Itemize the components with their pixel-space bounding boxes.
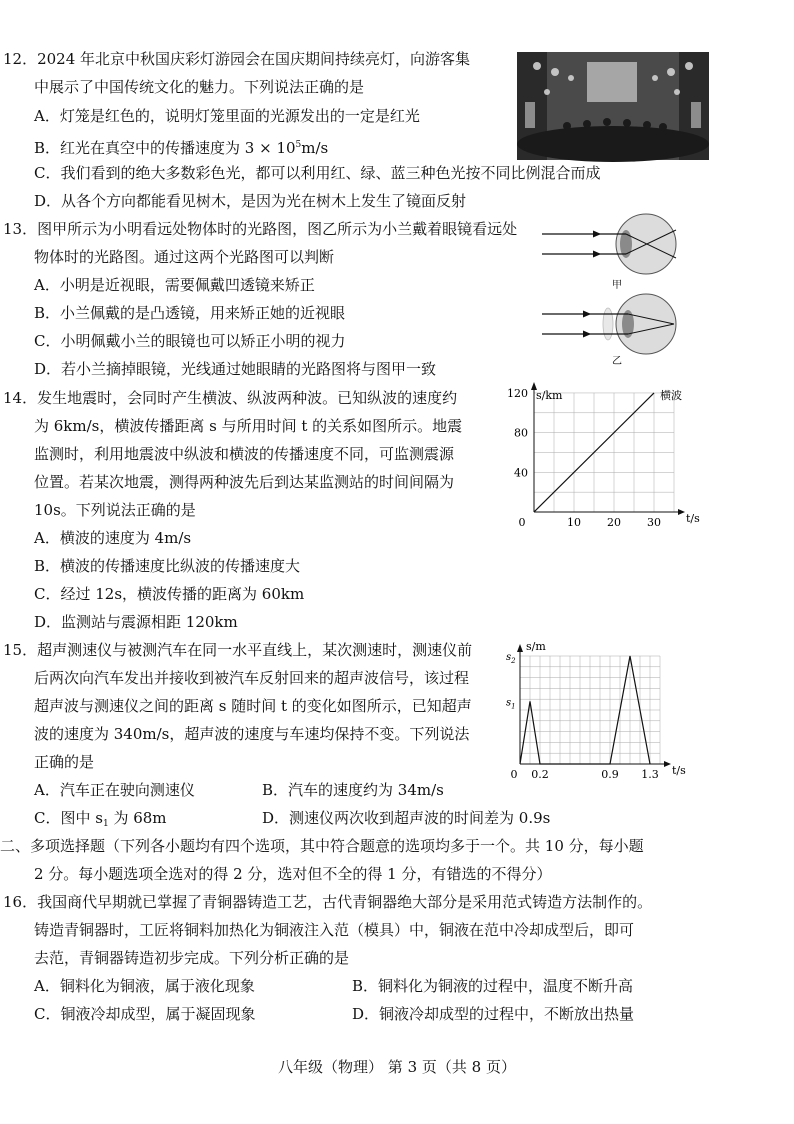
chart2-x-axis-arrow: [664, 761, 671, 767]
chart1-x-tick-label: 30: [647, 516, 661, 529]
fig-label-yi: 乙: [612, 356, 622, 367]
ultrasonic-distance-time-chart: [500, 638, 690, 784]
chart1-y-tick-label: 120: [507, 386, 528, 400]
chart2-y-axis-arrow: [517, 644, 523, 652]
chart1-series-label: 横波: [660, 388, 682, 402]
q13-option-b: B．小兰佩戴的是凸透镜，用来矫正她的近视眼: [34, 304, 346, 322]
q14-stem-line3: 监测时，利用地震波中纵波和横波的传播速度不同，可监测震源: [34, 445, 455, 463]
q13-stem-line2: 物体时的光路图。通过这两个光路图可以判断: [34, 248, 335, 266]
q12-option-b-exponent: 5: [295, 140, 302, 150]
q16-option-c: C．铜液冷却成型，属于凝固现象: [34, 1005, 256, 1023]
q13-option-d: D．若小兰摘掉眼镜，光线通过她眼睛的光路图将与图甲一致: [34, 360, 437, 378]
chart2-x-tick-label: 0.2: [531, 768, 549, 781]
chart2-x-axis-label: t/s: [672, 764, 686, 777]
q15-option-c-text: C．图中 s: [34, 809, 103, 827]
q16-stem-line2: 铸造青铜器时，工匠将铜料加热化为铜液注入范（模具）中，铜液在范中冷却成型后，即可: [34, 921, 635, 939]
q12-option-a: A．灯笼是红色的，说明灯笼里面的光源发出的一定是红光: [34, 107, 420, 125]
q15-option-c: [34, 807, 167, 835]
wave-distance-time-chart: [500, 384, 700, 530]
q14-stem-line1: 14．发生地震时，会同时产生横波、纵波两种波。已知纵波的速度约: [3, 389, 458, 407]
q12-option-d: D．从各个方向都能看见树木，是因为光在树木上发生了镜面反射: [34, 192, 467, 210]
q16-stem-line1: 16．我国商代早期就已掌握了青铜器铸造工艺，古代青铜器绝大部分是采用范式铸造方法制作的。: [3, 893, 653, 911]
chart2-y-axis-label: s/m: [526, 640, 546, 653]
q14-option-a: A．横波的速度为 4m/s: [34, 529, 192, 547]
q16-option-d: D．铜液冷却成型的过程中，不断放出热量: [352, 1005, 635, 1023]
page-footer: 八年级（物理） 第 3 页（共 8 页）: [278, 1058, 516, 1076]
chart1-x-tick-label: 0: [518, 516, 526, 529]
eye-diagram-yi: [542, 294, 676, 354]
q14-option-c: C．经过 12s，横波传播的距离为 60km: [34, 585, 305, 603]
q12-option-c: C．我们看到的绝大多数彩色光，都可以利用红、绿、蓝三种色光按不同比例混合而成: [34, 164, 601, 182]
q15-stem-line1: 15．超声测速仪与被测汽车在同一水平直线上，某次测速时，测速仪前: [3, 641, 473, 659]
eye-diagram-jia: [542, 214, 676, 274]
q12-stem-line1: 12．2024 年北京中秋国庆彩灯游园会在国庆期间持续亮灯，向游客集: [3, 50, 471, 68]
q13-option-a: A．小明是近视眼，需要佩戴凹透镜来矫正: [34, 276, 315, 294]
q14-option-b: B．横波的传播速度比纵波的传播速度大: [34, 557, 301, 575]
section2-instructions-line2: 2 分。每小题选项全选对的得 2 分，选对但不全的得 1 分，有错选的不得分）: [34, 865, 552, 883]
q15-stem-line5: 正确的是: [34, 753, 95, 771]
q16-option-b: B．铜料化为铜液的过程中，温度不断升高: [352, 977, 634, 995]
q15-option-a: A．汽车正在驶向测速仪: [34, 781, 195, 799]
chart1-y-tick-label: 40: [514, 466, 528, 480]
chart2-x-tick-label: 0.9: [601, 768, 619, 781]
chart2-labels: [506, 640, 686, 781]
q15-option-b: B．汽车的速度约为 34m/s: [262, 781, 444, 799]
q14-stem-line2: 为 6km/s，横波传播距离 s 与所用时间 t 的关系如图所示。地震: [34, 417, 463, 435]
chart2-grid: [520, 656, 660, 764]
lantern-festival-photo: [517, 52, 709, 160]
q12-option-b-unit: m/s: [301, 139, 329, 157]
q12-option-b-text: B．红光在真空中的传播速度为 3 × 10: [34, 139, 296, 157]
q15-option-c-value: 为 68m: [108, 809, 167, 827]
chart2-y-tick-label: $s_1$: [506, 697, 516, 711]
q16-stem-line3: 去范，青铜器铸造初步完成。下列分析正确的是: [34, 949, 350, 967]
q12-stem-line2: 中展示了中国传统文化的魅力。下列说法正确的是: [34, 78, 365, 96]
chart2-y-tick-subscript: 2: [511, 657, 516, 665]
fig-label-jia: 甲: [612, 280, 622, 291]
chart1-x-tick-label: 20: [607, 516, 621, 529]
chart1-x-axis-label: t/s: [686, 512, 700, 525]
q13-option-c: C．小明佩戴小兰的眼镜也可以矫正小明的视力: [34, 332, 346, 350]
q15-stem-line4: 波的速度为 340m/s，超声波的速度与车速均保持不变。下列说法: [34, 725, 470, 743]
q14-option-d: D．监测站与震源相距 120km: [34, 613, 238, 631]
eye-diagrams: [540, 214, 690, 374]
q15-stem-line3: 超声波与测速仪之间的距离 s 随时间 t 的变化如图所示，已知超声: [34, 697, 472, 715]
q15-stem-line2: 后两次向汽车发出并接收到被汽车反射回来的超声波信号，该过程: [34, 669, 470, 687]
chart1-labels: [507, 387, 700, 529]
q15-option-d: D．测速仪两次收到超声波的时间差为 0.9s: [262, 809, 551, 827]
q14-stem-line4: 位置。若某次地震，测得两种波先后到达某监测站的时间间隔为: [34, 473, 455, 491]
chart2-origin-label: 0: [510, 768, 518, 781]
chart1-y-axis-label: s/km: [536, 389, 563, 402]
section2-instructions-line1: 二、多项选择题（下列各小题均有四个选项，其中符合题意的选项均多于一个。共 10 分，每小题: [0, 837, 644, 855]
lantern-photo-drawing: [517, 52, 709, 160]
chart1-x-tick-label: 10: [567, 516, 581, 529]
q13-stem-line1: 13．图甲所示为小明看远处物体时的光路图，图乙所示为小兰戴着眼镜看远处: [3, 220, 518, 238]
q16-option-a: A．铜料化为铜液，属于液化现象: [34, 977, 255, 995]
chart2-x-tick-label: 1.3: [641, 768, 659, 781]
chart2-y-tick-subscript: 1: [511, 702, 516, 711]
chart1-y-tick-label: 80: [514, 426, 528, 440]
q12-option-b: [34, 134, 328, 159]
q14-stem-line5: 10s。下列说法正确的是: [34, 501, 196, 519]
chart1-x-axis-arrow: [678, 509, 685, 515]
chart2-y-tick-label: $s_2$: [506, 652, 516, 665]
q15-option-c-subscript: 1: [102, 819, 109, 829]
chart1-grid: [534, 393, 674, 512]
